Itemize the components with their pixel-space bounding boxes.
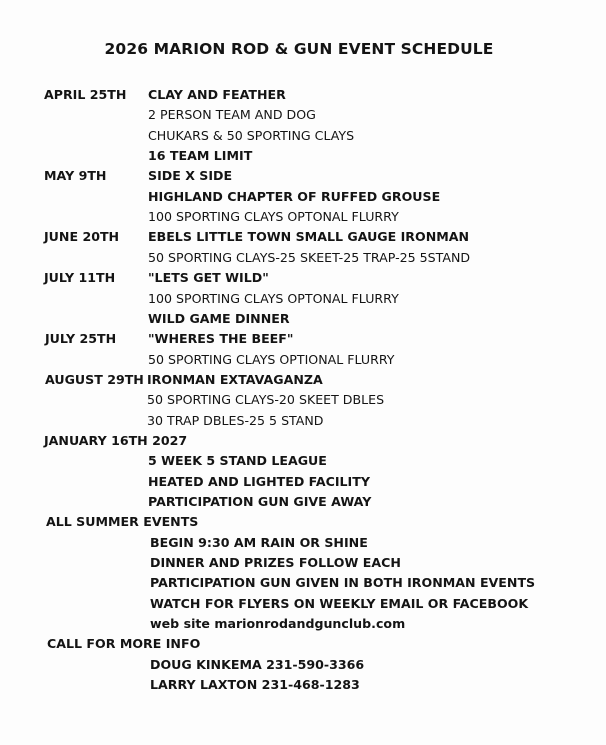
event-detail-line: web site marionrodandgunclub.com bbox=[150, 616, 406, 632]
event-detail-line: 50 SPORTING CLAYS-25 SKEET-25 TRAP-25 5STAND bbox=[148, 249, 471, 265]
event-detail-line: DOUG KINKEMA 231-590-3366 bbox=[150, 656, 365, 672]
event-detail-line: 30 TRAP DBLES-25 5 STAND bbox=[147, 412, 324, 428]
event-detail-line: WATCH FOR FLYERS ON WEEKLY EMAIL OR FACEBOOK bbox=[150, 595, 529, 611]
event-detail-line: CLAY AND FEATHER bbox=[148, 87, 286, 102]
event-date: APRIL 25TH bbox=[44, 87, 127, 102]
event-date: JUNE 20TH bbox=[44, 229, 120, 245]
event-detail-line: CHUKARS & 50 SPORTING CLAYS bbox=[148, 127, 355, 143]
event-detail-line: SIDE X SIDE bbox=[148, 168, 233, 184]
event-detail-line: 100 SPORTING CLAYS OPTONAL FLURRY bbox=[148, 290, 399, 306]
page-title: 2026 MARION ROD & GUN EVENT SCHEDULE bbox=[104, 40, 494, 58]
event-date: ALL SUMMER EVENTS bbox=[46, 514, 199, 530]
event-detail-line: 5 WEEK 5 STAND LEAGUE bbox=[148, 453, 327, 469]
event-detail-line: EBELS LITTLE TOWN SMALL GAUGE IRONMAN bbox=[148, 229, 470, 245]
event-detail-line: DINNER AND PRIZES FOLLOW EACH bbox=[150, 555, 401, 571]
event-date: JULY 11TH bbox=[44, 270, 116, 286]
event-detail-line: WILD GAME DINNER bbox=[148, 310, 290, 326]
event-detail-line: "WHERES THE BEEF" bbox=[148, 331, 294, 347]
event-detail-line: IRONMAN EXTAVAGANZA bbox=[147, 371, 323, 387]
event-detail-line: "LETS GET WILD" bbox=[148, 270, 269, 286]
event-date: AUGUST 29TH bbox=[45, 371, 144, 387]
event-date: JULY 25TH bbox=[45, 331, 117, 347]
event-detail-line: 100 SPORTING CLAYS OPTONAL FLURRY bbox=[148, 209, 399, 225]
event-detail-line: 50 SPORTING CLAYS-20 SKEET DBLES bbox=[147, 392, 385, 408]
event-detail-line: PARTICIPATION GUN GIVE AWAY bbox=[148, 494, 372, 509]
event-detail-line: HIGHLAND CHAPTER OF RUFFED GROUSE bbox=[148, 188, 441, 204]
event-detail-line: 2 PERSON TEAM AND DOG bbox=[148, 107, 316, 123]
event-date: CALL FOR MORE INFO bbox=[47, 636, 201, 652]
event-detail-line: 16 TEAM LIMIT bbox=[148, 148, 253, 164]
event-detail-line: PARTICIPATION GUN GIVEN IN BOTH IRONMAN EVENTS bbox=[150, 575, 536, 591]
event-detail-line: BEGIN 9:30 AM RAIN OR SHINE bbox=[150, 534, 368, 550]
event-date: MAY 9TH bbox=[44, 168, 107, 184]
event-detail-line: 50 SPORTING CLAYS OPTIONAL FLURRY bbox=[148, 351, 395, 367]
event-detail-line: HEATED AND LIGHTED FACILITY bbox=[148, 473, 370, 489]
event-detail-line: LARRY LAXTON 231-468-1283 bbox=[150, 677, 360, 693]
event-date: JANUARY 16TH 2027 bbox=[44, 432, 188, 448]
